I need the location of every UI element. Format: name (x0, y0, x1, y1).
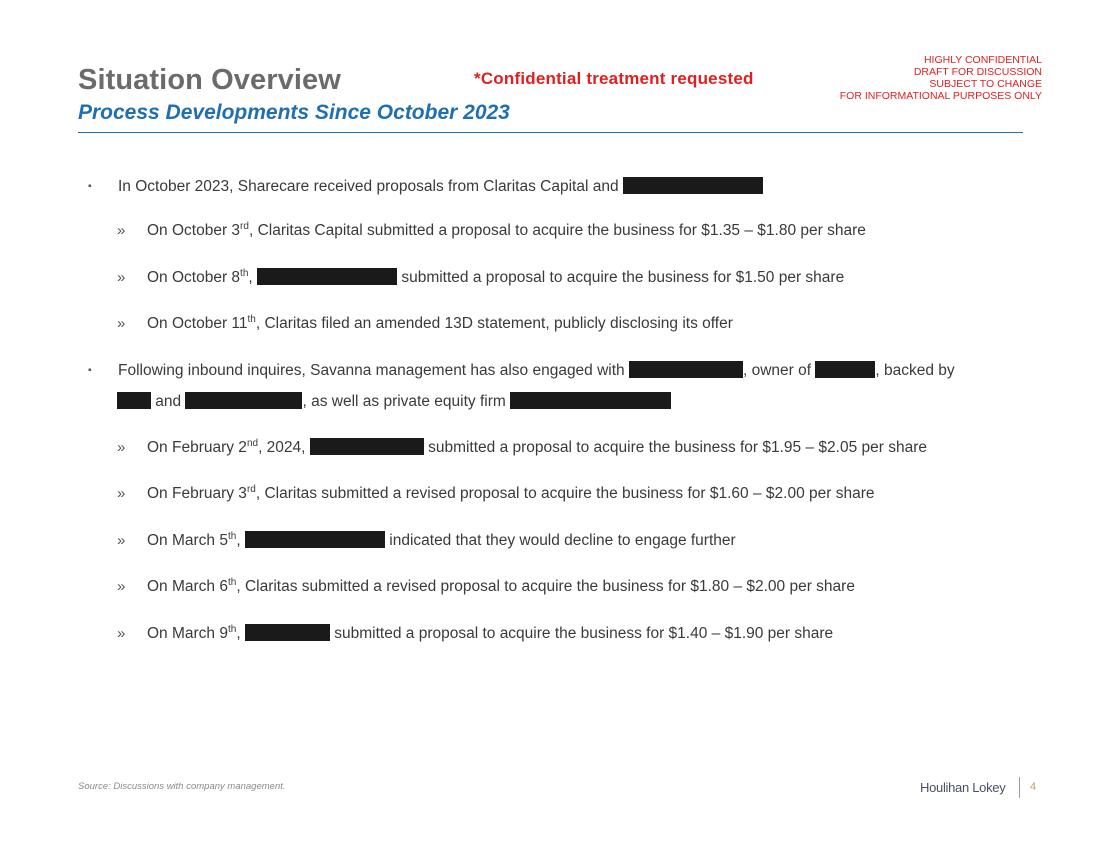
ordinal-suffix: th (247, 314, 256, 325)
bullet-text: , (248, 269, 253, 286)
redaction-bar (245, 531, 385, 548)
bullet-text: , Claritas filed an amended 13D statement, publicly disclosing its offer (255, 315, 733, 332)
bullet-text: indicated that they would decline to engage further (384, 532, 736, 549)
square-bullet-icon: ▪ (88, 365, 92, 376)
bullet-item (88, 177, 763, 196)
bullet-text: On February 2 (147, 439, 247, 456)
bullet-text: On February 3 (147, 485, 247, 502)
redaction-bar (245, 624, 330, 641)
page-title: Situation Overview (78, 64, 341, 96)
redaction-bar (629, 361, 743, 378)
sub-bullet-item (117, 315, 733, 333)
legend-line: HIGHLY CONFIDENTIAL (923, 54, 1042, 66)
bullet-item (88, 361, 955, 380)
bullet-text: , (236, 532, 241, 549)
bullet-text: , Claritas submitted a revised proposal to acquire the business for $1.60 – $2.00 per share (255, 485, 875, 502)
bullet-text: On October 3 (147, 222, 241, 239)
bullet-text: On October 8 (147, 269, 241, 286)
bullet-text: On October 11 (147, 315, 248, 332)
header-rule (78, 132, 1023, 133)
bullet-text: submitted a proposal to acquire the business for $1.40 – $1.90 per share (329, 625, 834, 642)
double-chevron-icon: » (117, 532, 126, 549)
ordinal-suffix: rd (246, 484, 256, 495)
redaction-bar (623, 177, 763, 194)
double-chevron-icon: » (117, 578, 126, 595)
sub-bullet-item (117, 438, 927, 457)
bullet-text: submitted a proposal to acquire the business for $1.95 – $2.05 per share (423, 439, 927, 456)
bullet-text: , owner of (742, 362, 812, 379)
legend-line: FOR INFORMATIONAL PURPOSES ONLY (839, 90, 1042, 102)
ordinal-suffix: th (227, 577, 237, 588)
bullet-text: On March 6 (147, 578, 228, 595)
redaction-bar (185, 392, 302, 409)
bullet-text: Following inbound inquires, Savanna management has also engaged with (118, 362, 625, 379)
brand-logo: Houlihan Lokey (920, 780, 1006, 795)
bullet-text: and (151, 393, 182, 410)
redaction-bar (510, 392, 671, 409)
bullet-text: , (236, 625, 241, 642)
confidential-treatment-note: *Confidential treatment requested (474, 69, 754, 88)
bullet-continuation (117, 392, 671, 411)
ordinal-suffix: rd (240, 221, 249, 232)
legend-line: SUBJECT TO CHANGE (929, 78, 1042, 90)
bullet-text: , 2024, (258, 439, 306, 456)
bullet-text: , Claritas Capital submitted a proposal to acquire the business for $1.35 – $1.80 per share (248, 222, 866, 239)
page-subtitle: Process Developments Since October 2023 (78, 101, 510, 124)
bullet-text: In October 2023, Sharecare received proposals from Claritas Capital and (118, 178, 619, 195)
bullet-text: On March 5 (147, 532, 228, 549)
double-chevron-icon: » (117, 625, 126, 642)
bullet-text: , Claritas submitted a revised proposal to acquire the business for $1.80 – $2.00 per share (236, 578, 855, 595)
sub-bullet-item (117, 485, 874, 503)
redaction-bar (815, 361, 875, 378)
page-number: 4 (1030, 781, 1037, 793)
bullet-text: , backed by (875, 362, 955, 379)
footer-divider (1019, 777, 1020, 798)
ordinal-suffix: th (227, 624, 237, 635)
bullet-text: submitted a proposal to acquire the business for $1.50 per share (397, 269, 845, 286)
redaction-bar (310, 438, 424, 455)
double-chevron-icon: » (117, 269, 126, 286)
ordinal-suffix: nd (246, 438, 259, 449)
double-chevron-icon: » (117, 485, 126, 502)
source-note: Source: Discussions with company management. (78, 781, 286, 792)
sub-bullet-item (117, 222, 866, 240)
confidentiality-legend (840, 54, 1042, 102)
sub-bullet-item (117, 578, 855, 596)
legend-line: DRAFT FOR DISCUSSION (913, 66, 1042, 78)
bullet-text: , as well as private equity firm (302, 393, 506, 410)
sub-bullet-item (117, 531, 736, 550)
ordinal-suffix: th (227, 531, 237, 542)
bullet-text: On March 9 (147, 625, 228, 642)
double-chevron-icon: » (117, 222, 126, 239)
ordinal-suffix: th (240, 268, 249, 279)
double-chevron-icon: » (117, 439, 126, 456)
sub-bullet-item (117, 268, 844, 287)
double-chevron-icon: » (117, 315, 126, 332)
square-bullet-icon: ▪ (88, 181, 92, 192)
redaction-bar (117, 392, 151, 409)
redaction-bar (257, 268, 397, 285)
sub-bullet-item (117, 624, 833, 643)
